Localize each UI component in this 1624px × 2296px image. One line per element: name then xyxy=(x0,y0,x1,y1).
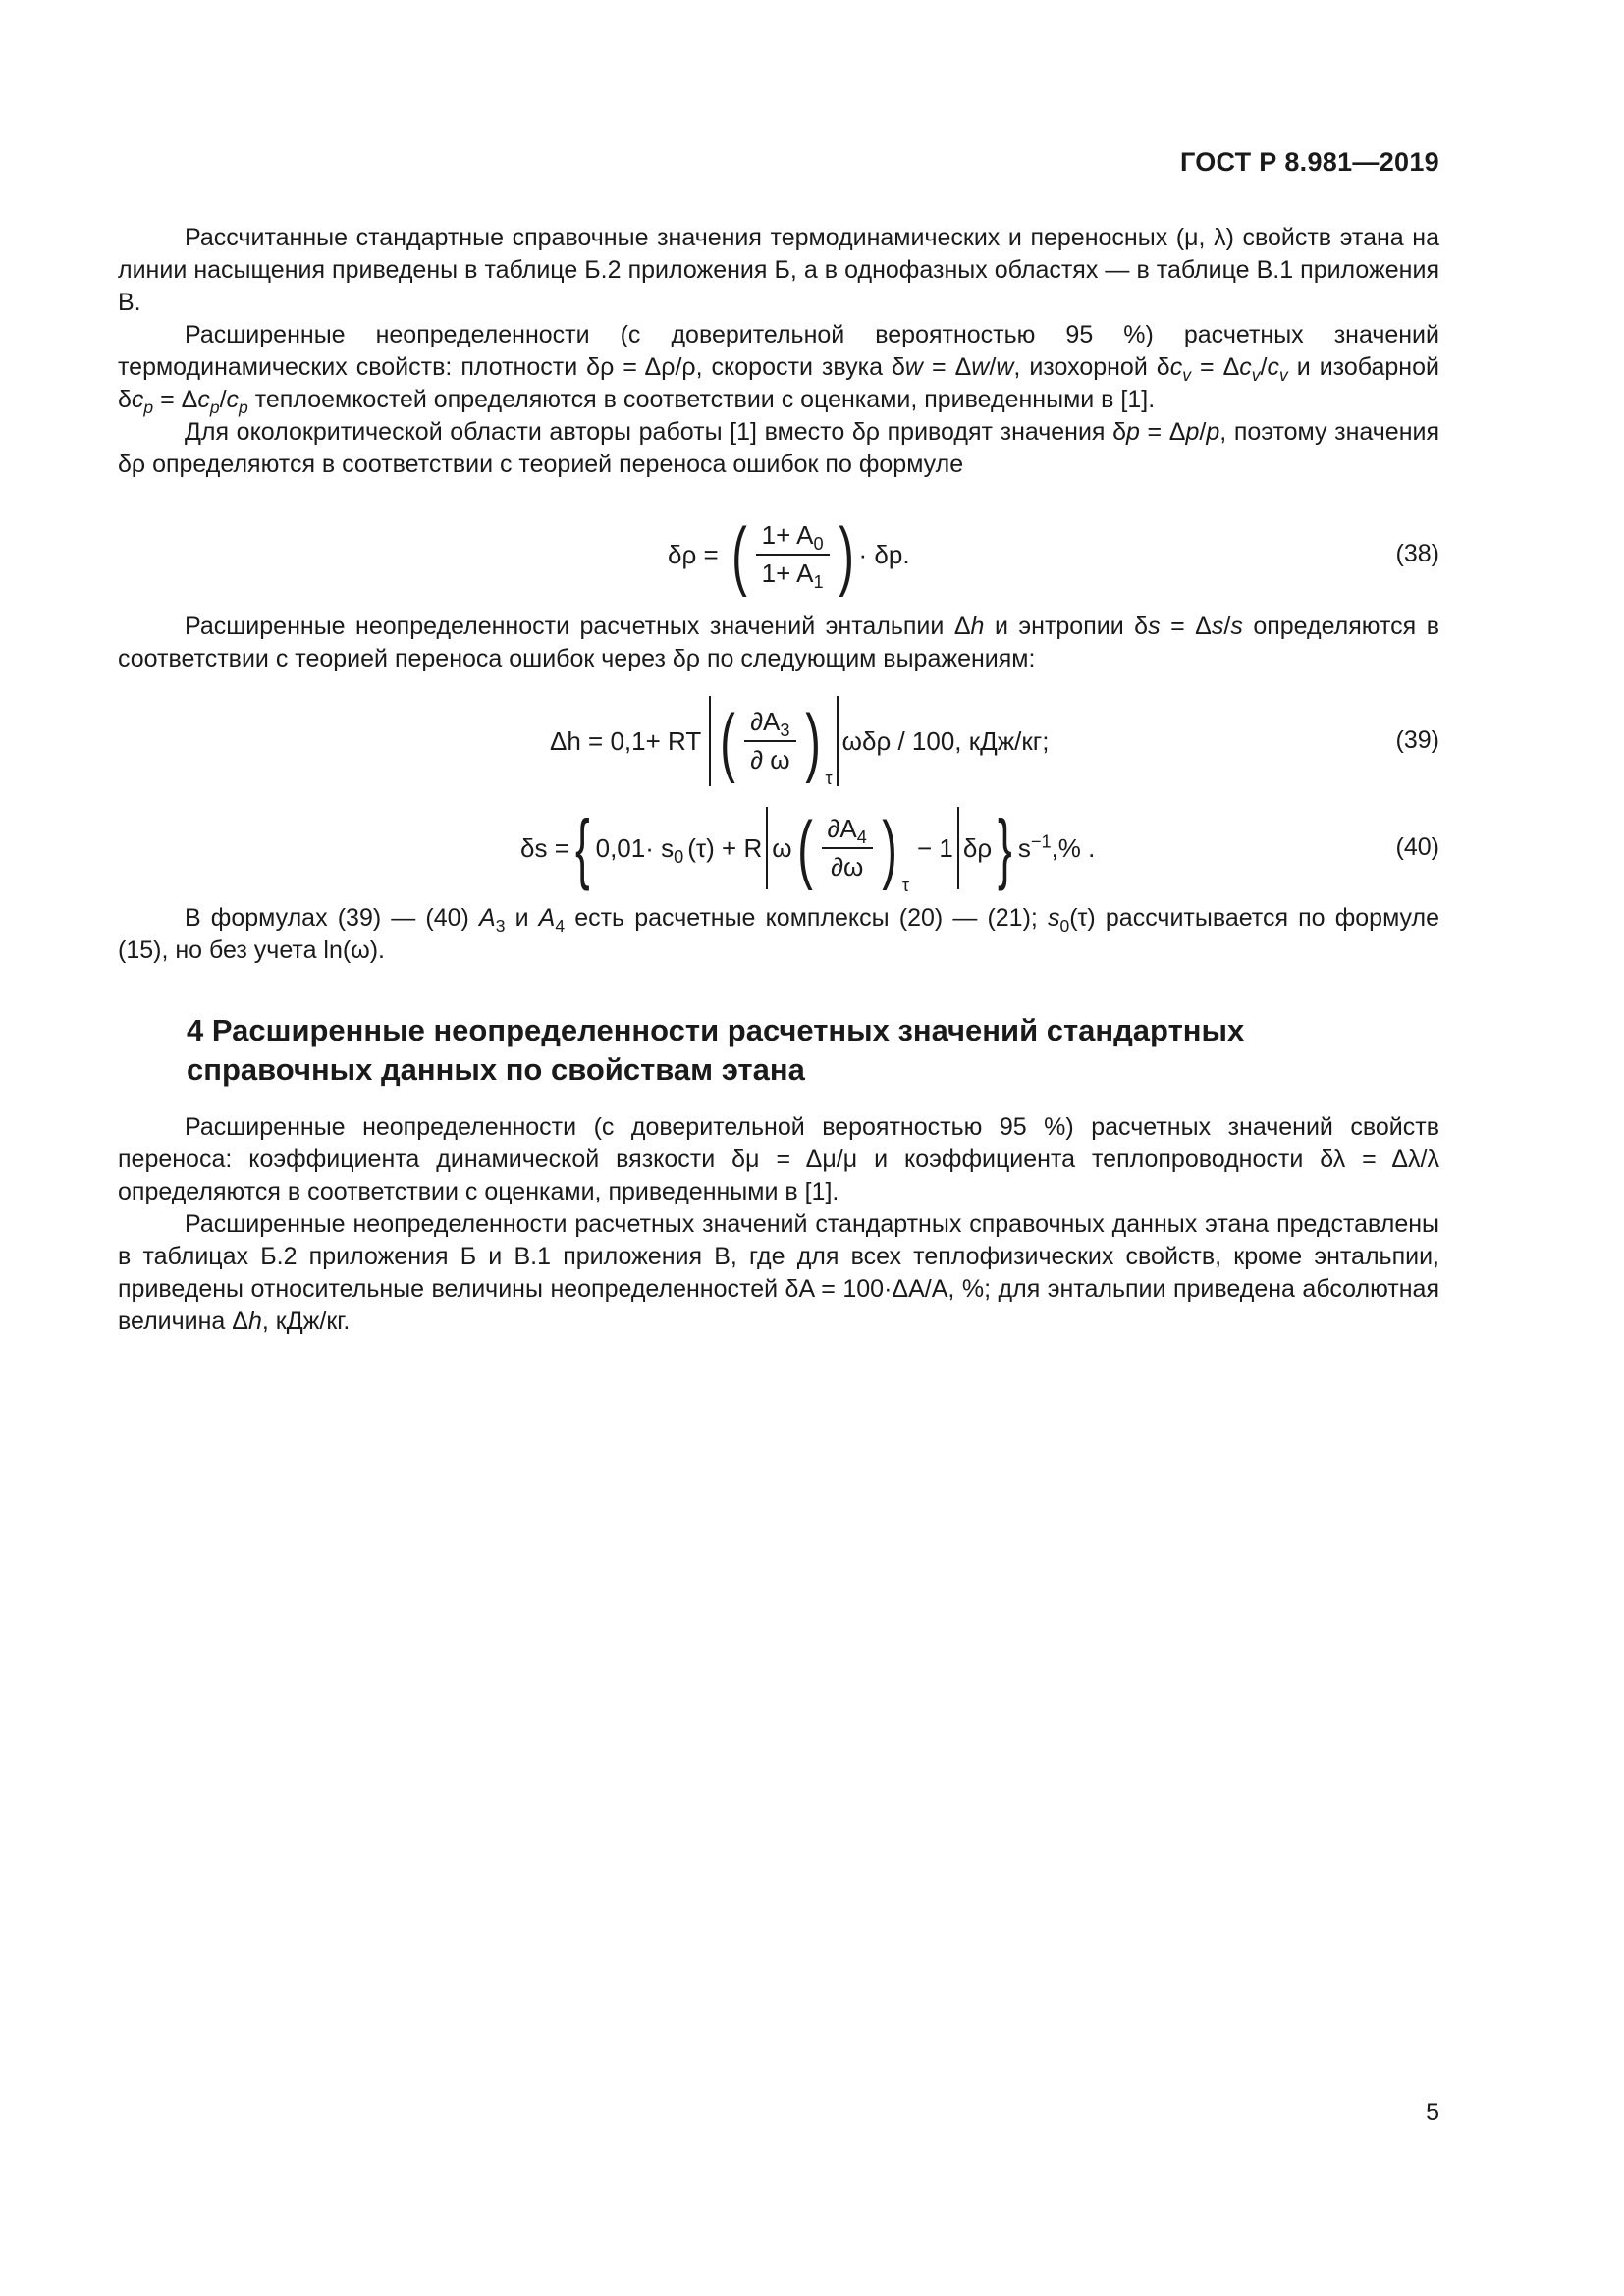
equation-38-number: (38) xyxy=(1395,540,1439,567)
left-paren: ( xyxy=(796,805,813,891)
paragraph-3: Для околокритической области авторы работы [1] вместо δρ приводят значения δp = Δp/p, поэтому значения δρ определяются в соответствии с теорией переноса ошибок по формуле xyxy=(118,418,1439,478)
equation-40-fraction: $\frac{\partial A_4}{\partial\omega}$ xyxy=(822,814,873,882)
equation-39-fraction: $\frac{\partial A_3}{\partial \omega}$ xyxy=(744,707,795,775)
right-paren: ) xyxy=(804,698,821,784)
equation-38-lhs: δρ = xyxy=(668,539,719,569)
abs-bar-left xyxy=(709,696,711,786)
equation-39-number: (39) xyxy=(1395,726,1439,754)
equation-39-lhs: Δh = 0,1+ RT xyxy=(550,725,702,756)
equation-40-body: δs = { $0,01\cdot s_0$ (τ) + R ω ( $\frac{\partial A_4}{\partial\omega}$ ) τ − 1 δρ } $s^{-1},\%$ . xyxy=(520,804,1096,895)
equation-38-tail: · δp. xyxy=(858,539,910,569)
left-paren: ( xyxy=(720,698,735,784)
enthalpy-text-block xyxy=(118,611,1439,675)
intro-text-block xyxy=(118,222,1439,481)
paragraph-7: Расширенные неопределенности расчетных значений стандартных справочных данных этана представлены в таблицах Б.2 приложения Б и В.1 приложения В, где для всех теплофизических свойств, кроме энтальпии, приведены относительные величины неопределенностей δA = 100·ΔA/A, %; для энтальпии приведена абсолютная величина Δh, кДж/кг. xyxy=(118,1210,1439,1335)
paragraph-6: Расширенные неопределенности (с доверительной вероятностью 95 %) расчетных значений свойств переноса: коэффициента динамической вязкости δμ = Δμ/μ и коэффициента теплопроводности δλ = Δλ/λ определяются в соответствии с оценками, приведенными в [1]. xyxy=(118,1113,1439,1205)
equation-38-fraction: $\frac{1+ A_0}{1+ A_1}$ xyxy=(756,520,830,589)
delta-rho: δρ xyxy=(962,832,993,863)
equation-39-body: Δh = 0,1+ RT ( $\frac{\partial A_3}{\partial \omega}$ ) τ ωδρ / 100, кДж/кг; xyxy=(550,698,1050,788)
equation-38-body xyxy=(668,510,910,599)
abs-bar-right xyxy=(837,696,839,786)
omega-symbol: ω xyxy=(772,832,792,863)
left-paren: ( xyxy=(731,511,747,598)
section-4-text-block xyxy=(118,1111,1439,1338)
left-brace: { xyxy=(574,804,590,891)
equation-39 xyxy=(118,692,1439,790)
section-4-heading: 4 Расширенные неопределенности расчетных значений стандартных справочных данных по свойствам этана xyxy=(187,1013,1245,1087)
equation-39-tail: ωδρ / 100, кДж/кг; xyxy=(841,725,1050,756)
paragraph-2: Расширенные неопределенности (с доверительной вероятностью 95 %) расчетных значений термодинамических свойств: плотности δρ = Δρ/ρ, скорости звука δw = Δw/w, изохорной $\delta c_v = \Delta c_v/c_v$ и изобарной $\delta c_p = \Delta c_p/c_p$ теплоемкостей определяются в соответствии с оценками, приведенными в [1]. xyxy=(118,321,1439,417)
equation-40-number: (40) xyxy=(1395,833,1439,861)
page-number: 5 xyxy=(1426,2099,1439,2126)
equation-40 xyxy=(118,799,1439,897)
paragraph-4: Расширенные неопределенности расчетных значений энтальпии Δh и энтропии δs = Δs/s определяются в соответствии с теорией переноса ошибок через δρ по следующим выражениям: xyxy=(118,613,1439,672)
right-paren: ) xyxy=(838,511,854,598)
abs-bar-left xyxy=(766,807,768,889)
right-brace: } xyxy=(998,804,1012,891)
right-paren: ) xyxy=(882,805,897,891)
paragraph-5: В формулах (39) — (40) $A_3$ и $A_4$ есть расчетные комплексы (20) — (21); $s_0(\tau)$ рассчитывается по формуле (15), но без учета ln(ω). xyxy=(118,904,1439,964)
paragraph-1: Рассчитанные стандартные справочные значения термодинамических и переносных (μ, λ) свойств этана на линии насыщения приведены в таблице Б.2 приложения Б, а в однофазных областях — в таблице В.1 приложения В. xyxy=(118,224,1439,316)
equation-38 xyxy=(118,510,1439,599)
abs-bar-right xyxy=(957,807,959,889)
document-header: ГОСТ Р 8.981—2019 xyxy=(1179,147,1439,177)
equation-40-lhs: δs = xyxy=(520,832,569,863)
formula-notes-block xyxy=(118,902,1439,967)
